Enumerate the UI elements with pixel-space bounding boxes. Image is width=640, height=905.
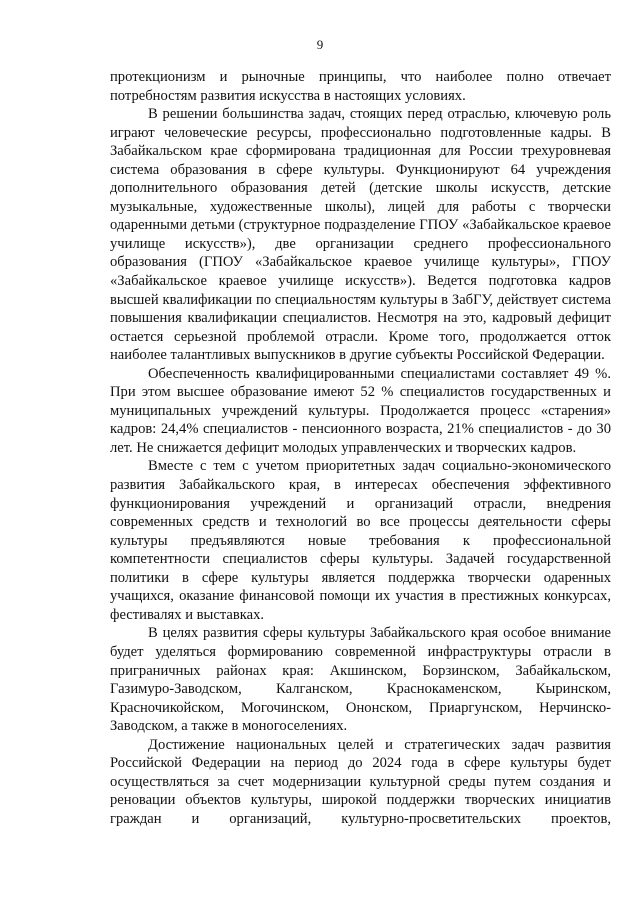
- document-body: [110, 68, 611, 828]
- page-number: 9: [316, 37, 324, 52]
- paragraph-national-goals: Достижение национальных целей и стратегических задач развития Российской Федерации на период до 2024 года в сфере культуры будет осуществляться за счет модернизации культурной среды путем создания и реновации объектов культуры, широкой поддержки творческих инициатив граждан и организаций, культурно-просветительских проектов,: [110, 736, 611, 827]
- paragraph-border-districts: В целях развития сферы культуры Забайкальского края особое внимание будет уделяться формированию современной инфраструктуры отрасли в приграничных районах края: Акшинском, Борзинском, Забайкальском, Газимуро-Заводском, Калганском, Краснокаменском, Кыринском, Красночикойском, Могочинском, Ононском, Приаргунском, Нерчинско-Заводском, а также в моногоселениях.: [110, 625, 611, 735]
- paragraph-priority-tasks: Вместе с тем с учетом приоритетных задач социально-экономического развития Забайкальского края, в интересах обеспечения эффективного функционирования учреждений и организаций отрасли, внедрения современных средств и технологий во все процессы деятельности сферы культуры предъявляются новые требования к профессиональной компетентности специалистов сферы культуры. Задачей государственной политики в сфере культуры является поддержка творчески одаренных учащихся, оказание финансовой помощи их участия в престижных конкурсах, фестивалях и выставках.: [110, 458, 611, 623]
- paragraph-staffing-statistics: Обеспеченность квалифицированными специалистами составляет 49 %. При этом высшее образование имеют 52 % специалистов государственных и муниципальных учреждений культуры. Продолжается процесс «старения» кадров: 24,4% специалистов - пенсионного возраста, 21% специалистов - до 30 лет. Не снижается дефицит молодых управленческих и творческих кадров.: [110, 365, 611, 456]
- paragraph-human-resources: В решении большинства задач, стоящих перед отраслью, ключевую роль играют человеческие ресурсы, профессионально подготовленные кадры. В Забайкальском крае сформирована традиционная для России трехуровневая система образования в сфере культуры. Функционируют 64 учреждения дополнительного образования детей (детские школы искусств, детские музыкальные, художественные школы), лицей для работы с творчески одаренными детьми (структурное подразделение ГПОУ «Забайкальское краевое училище искусств»), две организации среднего профессионального образования (ГПОУ «Забайкальское краевое училище культуры», ГПОУ «Забайкальское краевое училище искусств»). Ведется подготовка кадров высшей квалификации по специальностям культуры в ЗабГУ, действует система повышения квалификации специалистов. Несмотря на это, кадровый дефицит остается серьезной проблемой отрасли. Кроме того, продолжается отток наиболее талантливых выпускников в другие субъекты Российской Федерации.: [110, 106, 611, 364]
- paragraph-continuation: протекционизм и рыночные принципы, что наиболее полно отвечает потребностям развития искусства в настоящих условиях.: [110, 69, 611, 104]
